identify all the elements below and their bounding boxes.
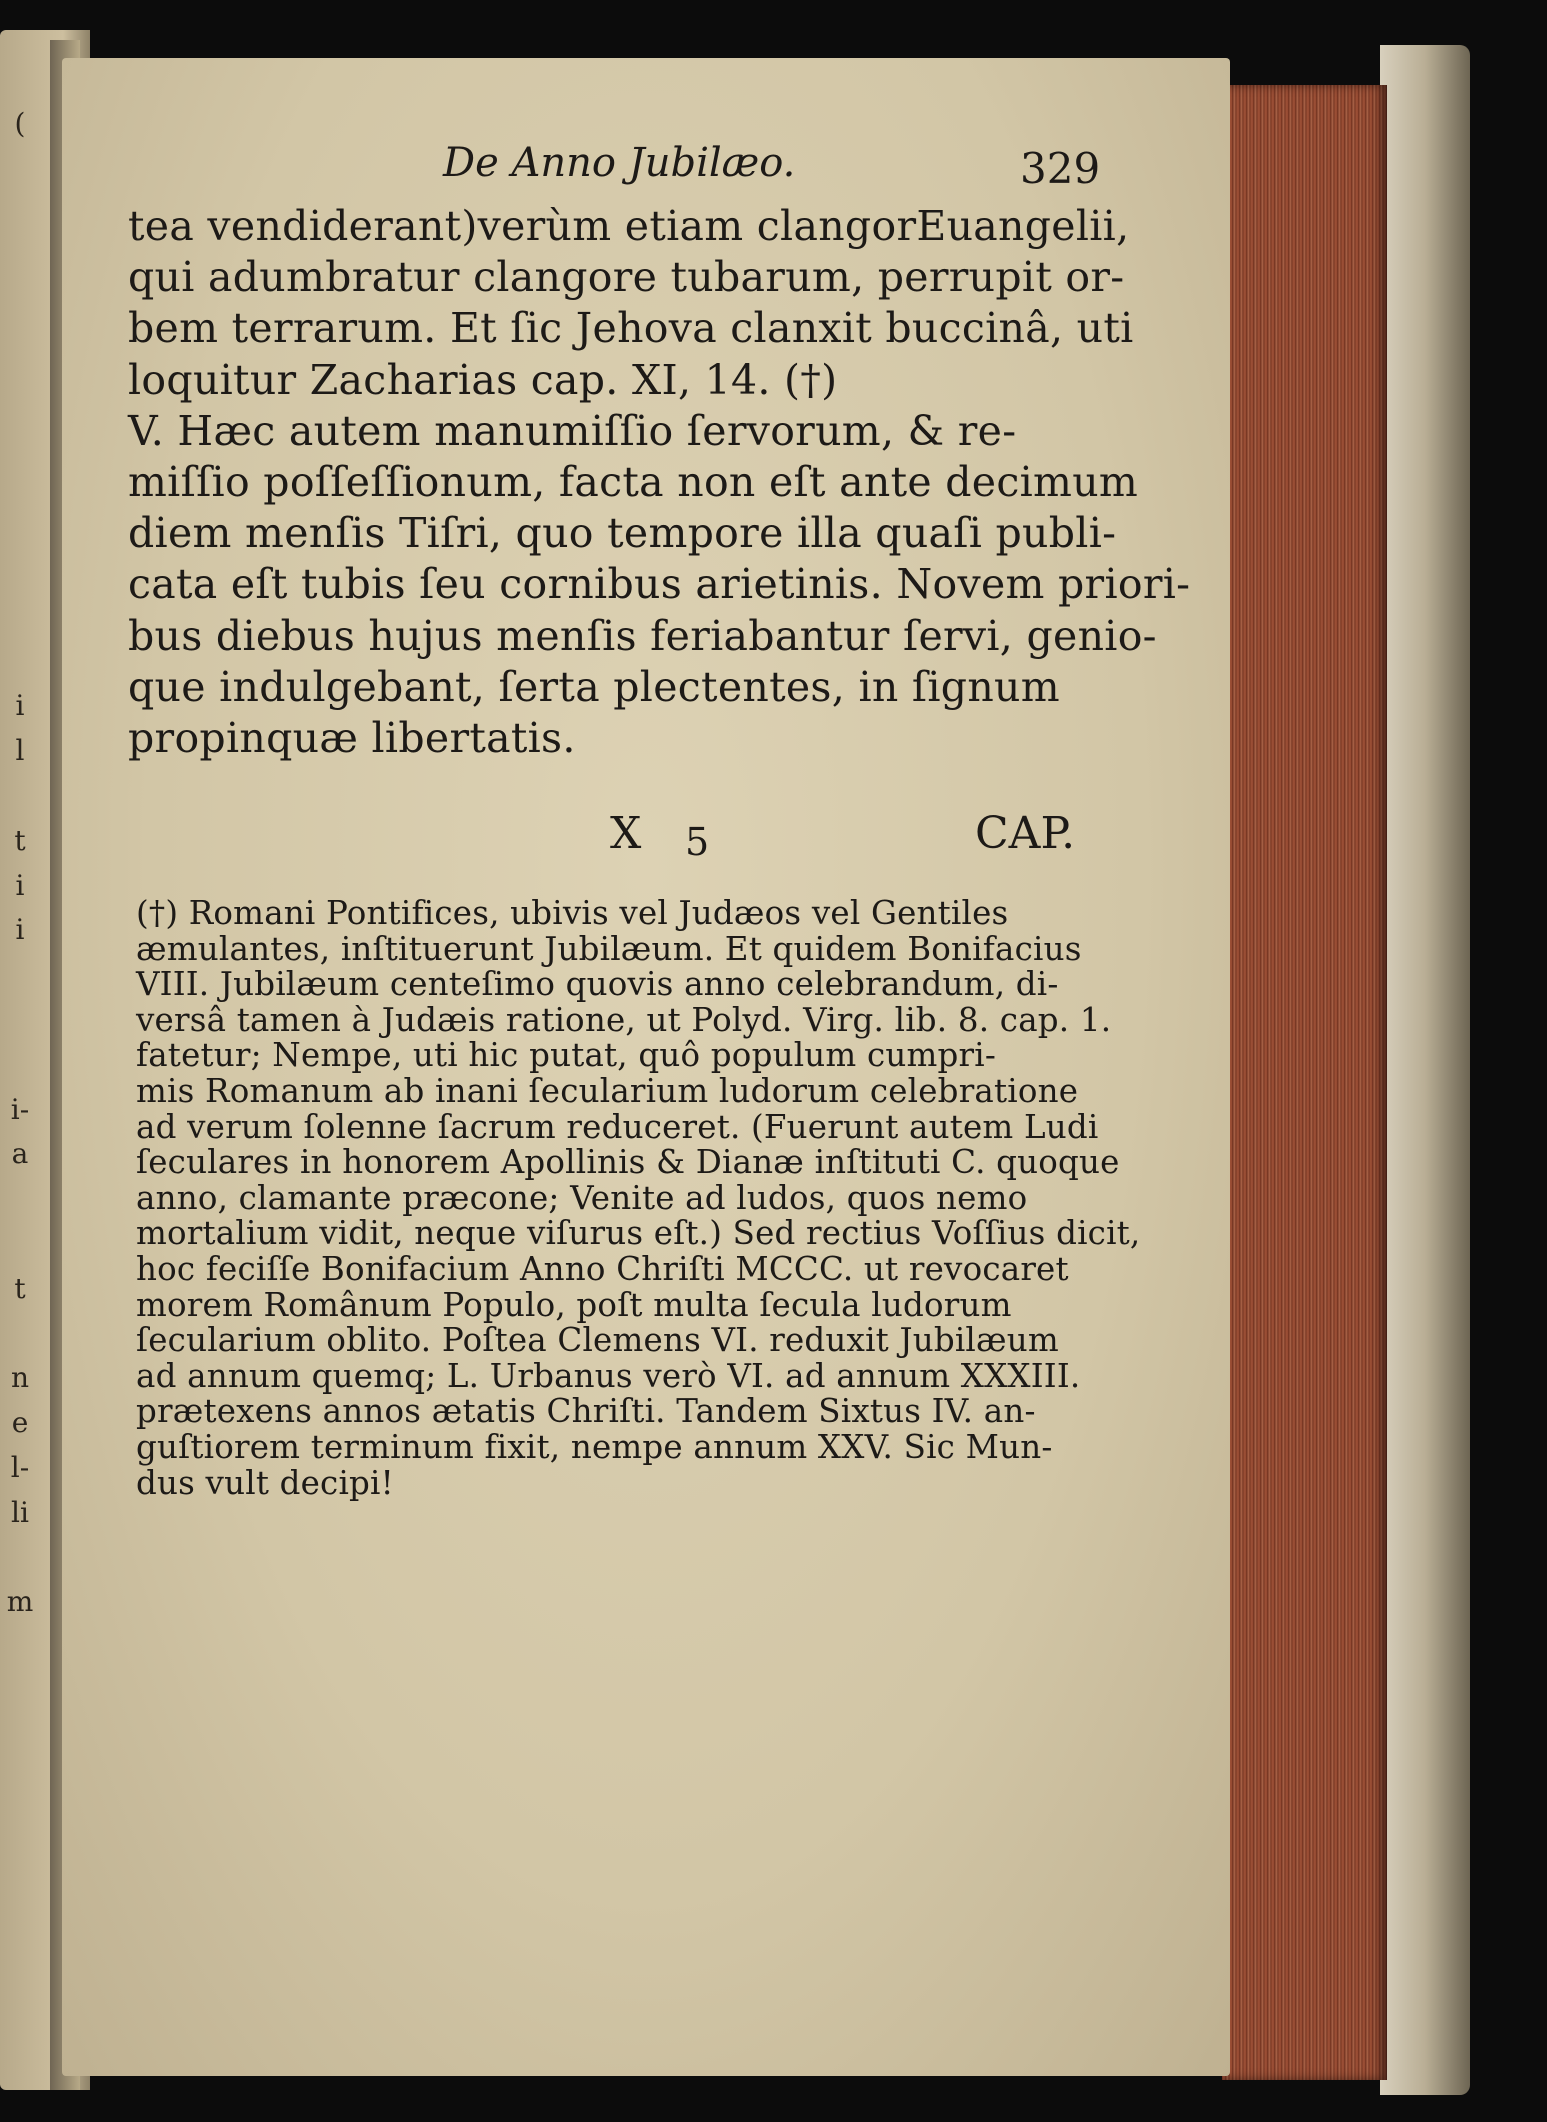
footnote-line: ad verum ſolenne ſacrum reduceret. (Fuerunt autem Ludi [136,1107,1099,1146]
footnote-line: (†) Romani Pontifices, ubivis vel Judæos vel Gentiles [136,894,1009,932]
margin-letter: i [15,689,25,723]
footnote-line: ſeculares in honorem Apollinis & Dianæ inſtituti C. quoque [136,1143,1120,1182]
catchword: CAP. [975,808,1076,859]
footnote-line: dus vult decipi! [136,1463,394,1502]
signature-number: 5 [685,820,710,864]
margin-letter: i [15,913,25,947]
signature-mark: X [610,808,642,859]
text-line: tea vendiderant)verùm etiam clangorEuangelii, [128,202,1130,250]
text-line: que indulgebant, ſerta plectentes, in ſignum [128,662,1060,711]
footnote-line: anno, clamante præcone; Venite ad ludos, quos nemo [136,1178,1028,1217]
text-line: miſſio poſſeſſionum, facta non eſt ante decimum [128,458,1139,506]
footnote-line: prætexens annos ætatis Chriſti. Tandem Sixtus IV. an- [136,1392,1036,1431]
page-number: 329 [1020,144,1101,193]
footnote-line: mortalium vidit, neque viſurus eſt.) Sed rectius Voſſius dicit, [136,1214,1141,1253]
text-line: propinquæ libertatis. [128,714,576,762]
footnote-line: fatetur; Nempe, uti hic putat, quô populum cumpri- [136,1036,997,1075]
margin-letter: e [11,1406,29,1440]
text-line: loquitur Zacharias cap. XI, 14. (†) [128,355,838,404]
text-line: qui adumbratur clangore tubarum, perrupit or- [128,253,1125,302]
margin-letter: li [11,1495,29,1529]
footnote-line: VIII. Jubilæum centeſimo quovis anno celebrandum, di- [136,965,1059,1004]
footnote-line: mis Romanum ab inani ſecularium ludorum celebratione [136,1072,1079,1110]
footnote-line: ad annum quemq; L. Urbanus verò VI. ad annum XXXIII. [136,1356,1081,1395]
margin-letter: l- [10,1450,30,1484]
footnote-line: ſecularium oblito. Poſtea Clemens VI. reduxit Jubilæum [136,1321,1059,1360]
text-line: bus diebus hujus menſis feriabantur ſervi, genio- [128,611,1157,660]
margin-letter: a [11,1137,29,1171]
margin-letter: t [14,1271,26,1305]
text-line: bem terrarum. Et ſic Jehova clanxit buccinâ, uti [128,304,1134,353]
margin-letter: i- [10,1092,30,1126]
footnote-line: æmulantes, inſtituerunt Jubilæum. Et quidem Bonifacius [136,929,1082,968]
margin-letter: ( [14,107,26,140]
margin-letter: l [15,734,25,768]
margin-letter: t [14,823,26,857]
text-line: V. Hæc autem manumiſſio ſervorum, & re- [128,406,1017,455]
margin-letter: i [15,868,25,902]
footnote-line: guſtiorem terminum fixit, nempe annum XXV. Sic Mun- [136,1428,1053,1466]
footnote-line: versâ tamen à Judæis ratione, ut Polyd. Virg. lib. 8. cap. 1. [136,1000,1112,1039]
running-title: De Anno Jubilæo. [443,140,796,186]
footnote-line: morem Românum Populo, poſt multa ſecula ludorum [136,1285,1012,1324]
margin-letter: m [6,1585,34,1619]
text-line: diem menſis Tiſri, quo tempore illa quaſi publi- [128,509,1117,558]
margin-letter: n [10,1361,30,1395]
footnote-line: hoc feciſſe Bonifacium Anno Chriſti MCCC. ut revocaret [136,1250,1069,1288]
text-line: cata eſt tubis ſeu cornibus arietinis. Novem priori- [128,560,1191,609]
